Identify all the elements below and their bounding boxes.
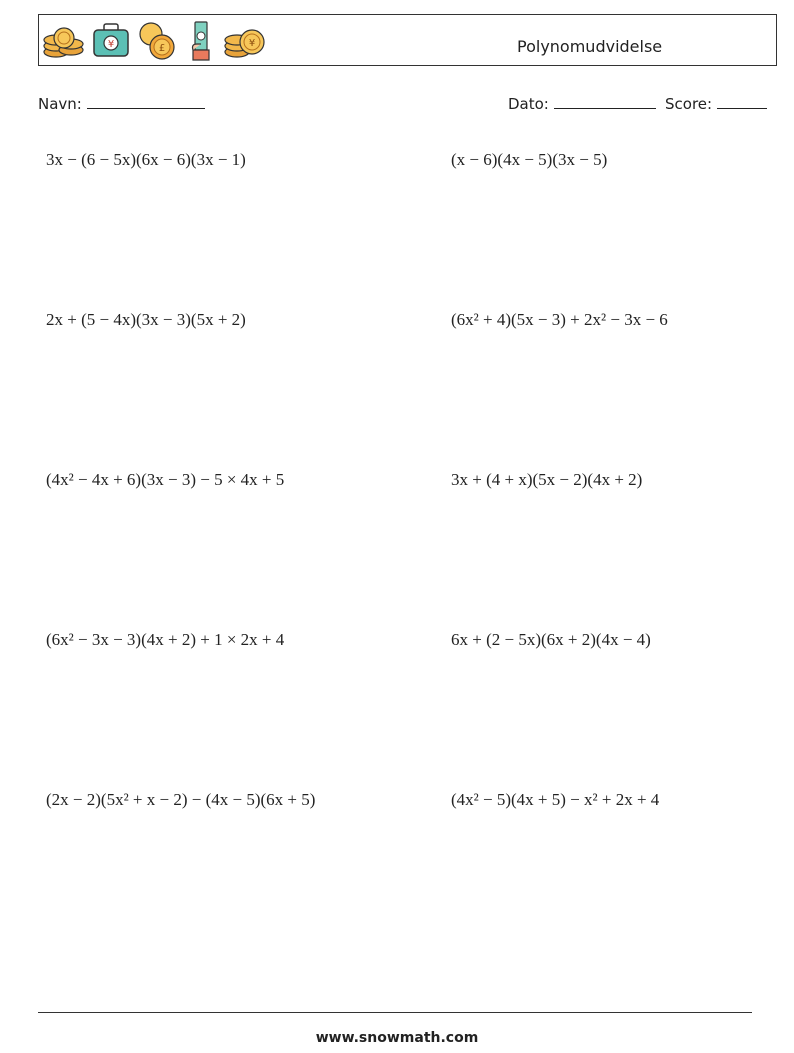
footer-url[interactable]: www.snowmath.com [315, 1030, 479, 1046]
coins-icon [137, 20, 177, 62]
banknote-hand-icon [187, 20, 217, 62]
header-icons [43, 20, 273, 62]
name-label: Navn: [38, 95, 82, 113]
score-blank[interactable] [717, 94, 767, 109]
name-blank[interactable] [87, 94, 205, 109]
problem-10: (4x² − 5)(4x + 5) − x² + 2x + 4 [451, 790, 660, 809]
problem-9: (2x − 2)(5x² + x − 2) − (4x − 5)(6x + 5) [46, 790, 316, 809]
worksheet-header [38, 14, 777, 66]
svg-text:£: £ [158, 43, 166, 54]
date-field [508, 94, 656, 113]
page-title: Polynomudvidelse [517, 37, 663, 56]
problem-2: (x − 6)(4x − 5)(3x − 5) [451, 150, 608, 169]
footer-divider [38, 1012, 752, 1013]
money-briefcase-icon [91, 20, 131, 60]
score-field [665, 94, 767, 113]
problem-3: 2x + (5 − 4x)(3x − 3)(5x + 2) [46, 310, 246, 329]
score-label: Score: [665, 95, 713, 113]
date-blank[interactable] [554, 94, 656, 109]
coin-stack-icon [223, 20, 267, 60]
coin-stack-icon [43, 20, 85, 60]
problem-7: (6x² − 3x − 3)(4x + 2) + 1 × 2x + 4 [46, 630, 285, 649]
problem-1: 3x − (6 − 5x)(6x − 6)(3x − 1) [46, 150, 246, 169]
problem-4: (6x² + 4)(5x − 3) + 2x² − 3x − 6 [451, 310, 668, 329]
problem-8: 6x + (2 − 5x)(6x + 2)(4x − 4) [451, 630, 651, 649]
svg-text:¥: ¥ [107, 39, 115, 50]
problem-6: 3x + (4 + x)(5x − 2)(4x + 2) [451, 470, 643, 489]
problem-5: (4x² − 4x + 6)(3x − 3) − 5 × 4x + 5 [46, 470, 285, 489]
date-label: Dato: [508, 95, 549, 113]
svg-text:¥: ¥ [248, 38, 256, 49]
name-field [38, 94, 205, 113]
